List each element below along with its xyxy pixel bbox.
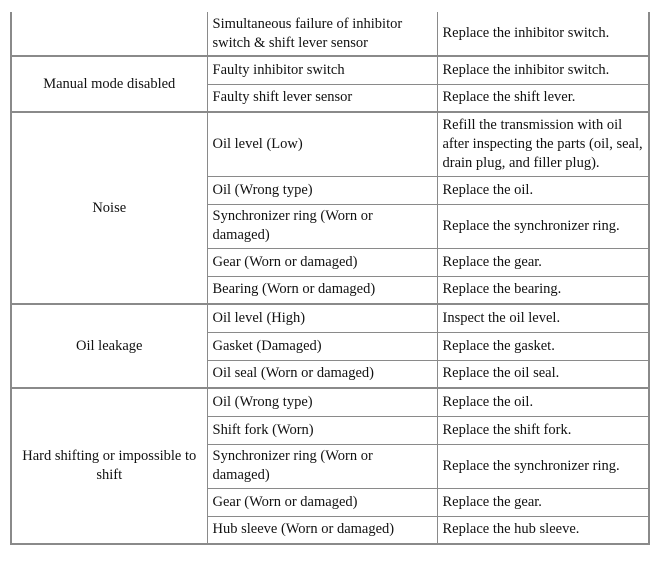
remedy-cell: Replace the oil.: [437, 176, 649, 204]
cause-cell: Oil seal (Worn or damaged): [207, 360, 437, 388]
symptom-cell: [11, 12, 207, 56]
troubleshooting-table: [10, 12, 650, 545]
symptom-cell: Hard shifting or impossible to shift: [11, 388, 207, 544]
cause-cell: Faulty shift lever sensor: [207, 84, 437, 112]
cause-cell: Shift fork (Worn): [207, 416, 437, 444]
table-row: [11, 12, 649, 56]
cause-cell: Bearing (Worn or damaged): [207, 276, 437, 304]
table-row: [11, 112, 649, 176]
table-row: [11, 56, 649, 84]
remedy-cell: Replace the oil.: [437, 388, 649, 416]
symptom-cell: Noise: [11, 112, 207, 304]
remedy-cell: Replace the shift lever.: [437, 84, 649, 112]
remedy-cell: Replace the bearing.: [437, 276, 649, 304]
remedy-cell: Replace the inhibitor switch.: [437, 12, 649, 56]
cause-cell: Hub sleeve (Worn or damaged): [207, 516, 437, 544]
cause-cell: Oil (Wrong type): [207, 176, 437, 204]
cause-cell: Synchronizer ring (Worn or damaged): [207, 204, 437, 248]
cause-cell: Faulty inhibitor switch: [207, 56, 437, 84]
symptom-cell: Manual mode disabled: [11, 56, 207, 112]
cause-cell: Gear (Worn or damaged): [207, 248, 437, 276]
table-row: [11, 388, 649, 416]
remedy-cell: Replace the gear.: [437, 248, 649, 276]
cause-cell: Simultaneous failure of inhibitor switch & shift lever sensor: [207, 12, 437, 56]
cause-cell: Gear (Worn or damaged): [207, 488, 437, 516]
cause-cell: Oil level (High): [207, 304, 437, 332]
troubleshooting-table-container: [10, 12, 650, 545]
remedy-cell: Refill the transmission with oil after inspecting the parts (oil, seal, drain plug, and filler plug).: [437, 112, 649, 176]
cause-cell: Oil (Wrong type): [207, 388, 437, 416]
remedy-cell: Replace the shift fork.: [437, 416, 649, 444]
remedy-cell: Replace the oil seal.: [437, 360, 649, 388]
remedy-cell: Replace the gasket.: [437, 332, 649, 360]
cause-cell: Gasket (Damaged): [207, 332, 437, 360]
remedy-cell: Replace the synchronizer ring.: [437, 444, 649, 488]
remedy-cell: Replace the synchronizer ring.: [437, 204, 649, 248]
remedy-cell: Replace the gear.: [437, 488, 649, 516]
symptom-cell: Oil leakage: [11, 304, 207, 388]
table-row: [11, 304, 649, 332]
cause-cell: Oil level (Low): [207, 112, 437, 176]
remedy-cell: Inspect the oil level.: [437, 304, 649, 332]
cause-cell: Synchronizer ring (Worn or damaged): [207, 444, 437, 488]
remedy-cell: Replace the inhibitor switch.: [437, 56, 649, 84]
remedy-cell: Replace the hub sleeve.: [437, 516, 649, 544]
